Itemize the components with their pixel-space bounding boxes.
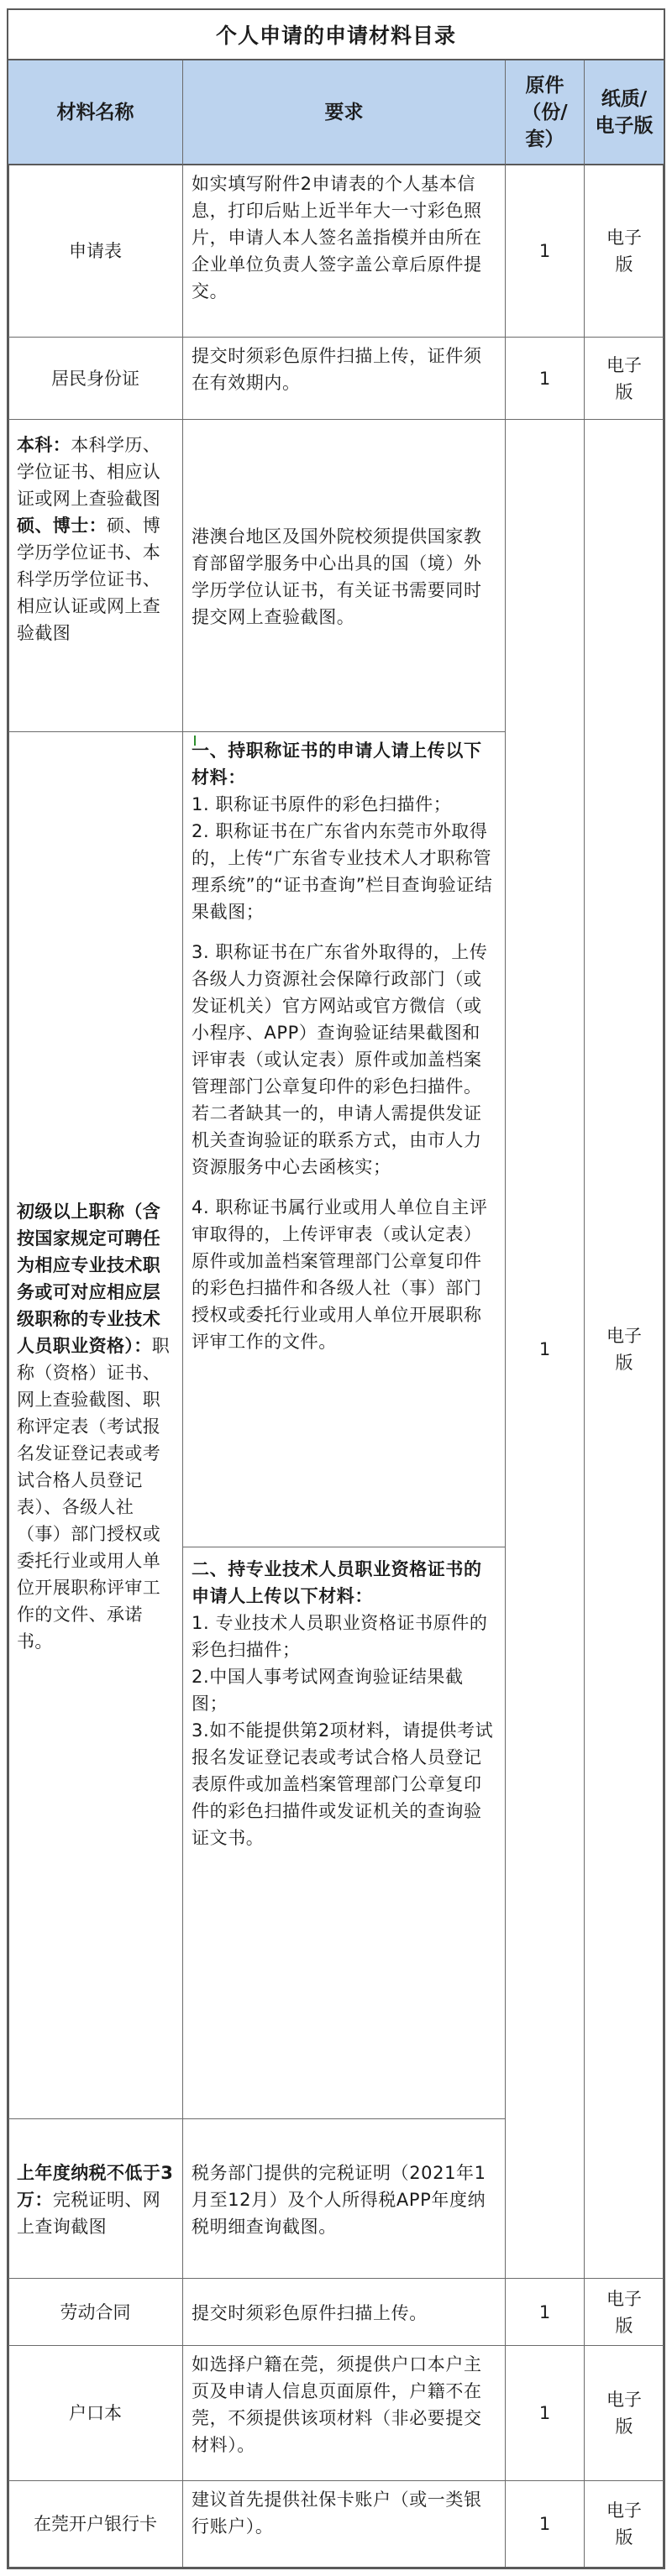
section-item: 3. 职称证书在广东省外取得的，上传各级人力资源社会保障行政部门（或发证机关）官方网站或官方微信（或小程序、APP）查询验证结果截图和评审表（或认定表）原件或加盖档案管理部门公章复印件的彩色扫描件。若二者缺其一的，申请人需提供发证机关查询验证的联系方式，由市人力资源服务中心去函核实； bbox=[192, 942, 488, 1177]
row-original: 1 bbox=[506, 420, 585, 2279]
row-name: 居民身份证 bbox=[8, 338, 183, 420]
row-format-text: 电子版 bbox=[606, 2390, 642, 2437]
name-text: 硕、博学历学位证书、本科学历学位证书、相应认证或网上查验截图 bbox=[17, 516, 161, 643]
row-original: 1 bbox=[506, 338, 585, 420]
name-rest: 完税证明、网上查询截图 bbox=[17, 2189, 161, 2237]
row-original: 1 bbox=[506, 165, 585, 338]
section-heading: 一、持职称证书的申请人请上传以下材料： bbox=[192, 741, 482, 788]
table-title: 个人申请的申请材料目录 bbox=[8, 10, 664, 60]
requirement-section-1 bbox=[183, 732, 506, 1547]
row-format-text: 电子版 bbox=[606, 2500, 642, 2547]
row-requirement: 建议首先提供社保卡账户（或一类银行账户）。 bbox=[183, 2481, 506, 2567]
name-bold: 上年度纳税不低于3万： bbox=[17, 2162, 174, 2210]
section-item: 4. 职称证书属行业或用人单位自主评审取得的，上传评审表（或认定表）原件或加盖档案管理部门公章复印件的彩色扫描件和各级人社（事）部门授权或委托行业或用人单位开展职称评审工作的文件。 bbox=[192, 1197, 488, 1352]
row-name bbox=[8, 420, 183, 732]
row-format-text: 电子版 bbox=[606, 228, 642, 275]
name-block bbox=[17, 1198, 174, 1655]
row-format bbox=[585, 420, 664, 2279]
row-format-text: 电子版 bbox=[606, 1325, 642, 1373]
name-label: 硕、博士： bbox=[17, 516, 107, 536]
row-name: 户口本 bbox=[8, 2346, 183, 2481]
row-original: 1 bbox=[506, 2481, 585, 2567]
requirement-text: 税务部门提供的完税证明（2021年1月至12月）及个人所得税APP年度纳税明细查询截图。 bbox=[192, 2162, 486, 2237]
requirement-text: 提交时须彩色原件扫描上传。 bbox=[192, 2302, 428, 2323]
row-requirement bbox=[183, 2279, 506, 2346]
row-format bbox=[585, 2346, 664, 2481]
section-item: 3.如不能提供第2项材料，请提供考试报名发证登记表或考试合格人员登记表原件或加盖档案管理部门公章复印件的彩色扫描件或发证机关的查询验证文书。 bbox=[192, 1720, 494, 1848]
header-format-text: 纸质/电子版 bbox=[595, 87, 654, 137]
section-item: 1. 专业技术人员职业资格证书原件的彩色扫描件； bbox=[192, 1613, 488, 1660]
row-requirement: 如选择户籍在莞，须提供户口本户主页及申请人信息页面原件，户籍不在莞，不须提供该项材料（非必要提交材料）。 bbox=[183, 2346, 506, 2481]
name-bold: 初级以上职称（含按国家规定可聘任为相应专业技术职务或可对应相应层级职称的专业技术人员职业资格）： bbox=[17, 1201, 161, 1356]
header-original bbox=[506, 60, 585, 165]
row-format bbox=[585, 2279, 664, 2346]
row-name: 在莞开户银行卡 bbox=[8, 2481, 183, 2567]
section-heading: 二、持专业技术人员职业资格证书的申请人上传以下材料： bbox=[192, 1559, 482, 1606]
row-name bbox=[8, 2119, 183, 2279]
row-requirement: 如实填写附件2申请表的个人基本信息，打印后贴上近半年大一寸彩色照片，申请人本人签名盖指模并由所在企业单位负责人签字盖公章后原件提交。 bbox=[183, 165, 506, 338]
row-format-text: 电子版 bbox=[606, 2288, 642, 2336]
row-requirement bbox=[183, 420, 506, 732]
row-format bbox=[585, 165, 664, 338]
row-format bbox=[585, 338, 664, 420]
name-rest: 职称（资格）证书、网上查验截图、职称评定表（考试报名发证登记表或考试合格人员登记表）、各级人社（事）部门授权或委托行业或用人单位开展职称评审工作的文件、承诺书。 bbox=[17, 1335, 171, 1652]
section-item: 2.中国人事考试网查询验证结果截图； bbox=[192, 1667, 464, 1714]
section-item: 2. 职称证书在广东省内东莞市外取得的，上传“广东省专业技术人才职称管理系统”的“证书查询”栏目查询验证结果截图； bbox=[192, 821, 493, 922]
row-original: 1 bbox=[506, 2279, 585, 2346]
row-name: 劳动合同 bbox=[8, 2279, 183, 2346]
name-label: 本科： bbox=[17, 435, 71, 455]
row-original: 1 bbox=[506, 2346, 585, 2481]
requirement-section-2 bbox=[183, 1547, 506, 2119]
paragraph-gap bbox=[192, 1181, 496, 1194]
header-requirement: 要求 bbox=[183, 60, 506, 165]
row-format-text: 电子版 bbox=[606, 354, 642, 402]
header-name: 材料名称 bbox=[8, 60, 183, 165]
name-block bbox=[17, 2160, 174, 2240]
requirement-text: 港澳台地区及国外院校须提供国家教育部留学服务中心出具的国（境）外学历学位认证书，有关证书需要同时提交网上查验截图。 bbox=[192, 526, 482, 627]
header-format bbox=[585, 60, 664, 165]
row-requirement bbox=[183, 2119, 506, 2279]
header-original-text: 原件（份/套） bbox=[522, 74, 568, 150]
name-text: 本科学历、学位证书、相应认证或网上查验截图 bbox=[17, 435, 161, 509]
row-name: 申请表 bbox=[8, 165, 183, 338]
row-requirement: 提交时须彩色原件扫描上传，证件须在有效期内。 bbox=[183, 338, 506, 420]
row-format bbox=[585, 2481, 664, 2567]
row-name bbox=[8, 732, 183, 2119]
paragraph-gap bbox=[192, 925, 496, 939]
section-item: 1. 职称证书原件的彩色扫描件； bbox=[192, 794, 452, 814]
